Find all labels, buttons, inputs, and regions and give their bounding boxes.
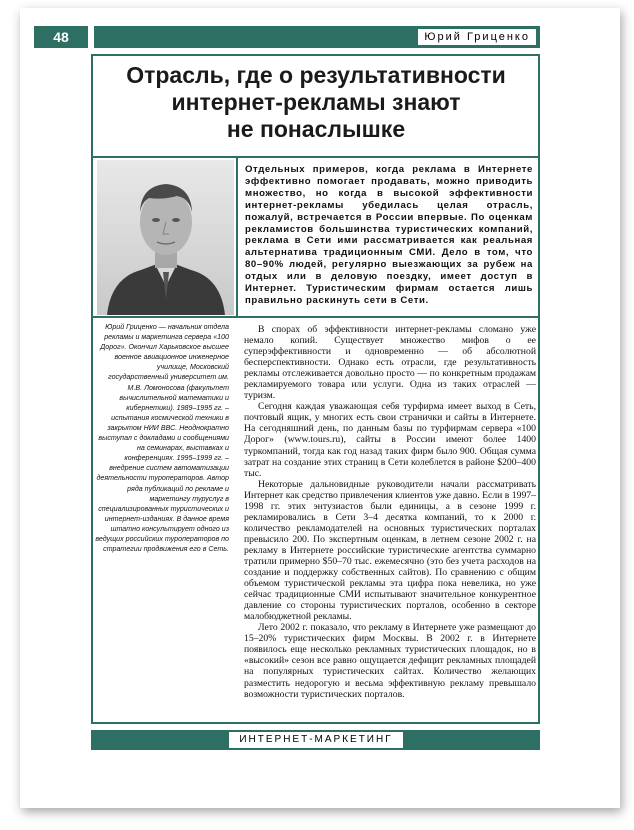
author-portrait-image: [97, 160, 234, 315]
divider: [91, 316, 540, 318]
article-body: [244, 324, 536, 700]
title-line: не понаслышке: [226, 116, 406, 142]
caption-text: Юрий Гриценко — начальник отдела рекламы и маркетинга сервера «100 Дорог». Окончил Харьковское высшее военное авиационное инженерное училище, Московский государственный университет им. М.В. Ломоносова (факультет вычислительной математики и кибернетики). 1989–1995 гг. – испытания космической техники в закрытом НИИ ВВС. Неоднократно выступал с докладами и сообщениями на семинарах, выставках и конференциях. 1995–1999 гг. – внедрение систем автоматизации деятельности туроператоров. Автор ряда публикаций по рекламе и маркетингу туруслуг в специализированных туристических и интернет-изданиях. В данное время штатно консультирует одного из ведущих российских туроператоров по стратегии продвижения его в Сеть.: [95, 323, 229, 554]
title-line: Отрасль, где о результативности: [126, 62, 506, 88]
divider: [91, 156, 540, 158]
author-photo: [97, 160, 234, 315]
header-bar: [94, 26, 540, 48]
author-name: Юрий Гриценко: [418, 29, 536, 45]
body-paragraph: Сегодня каждая уважающая себя турфирма имеет выход в Сеть, почтовый ящик, у многих есть свои странички и сайты в Интернете. На сегодняшний день, по данным базы по турфирмам сервера «100 Дорог» (www.tours.ru), сайты в России имеют более 1400 туркомпаний, тогда как год назад таких фирм было 900. Общая сумма затрат на создание этих страниц в Сети колеблется в районе $200–400 тыс.: [244, 401, 536, 479]
divider: [236, 158, 238, 318]
page-number: 48: [34, 26, 88, 48]
section-label: ИНТЕРНЕТ-МАРКЕТИНГ: [229, 732, 403, 748]
lead-paragraph: Отдельных примеров, когда реклама в Интернете эффективно помогает продавать, можно приводить множество, но когда в высокой эффективности интернет-рекламы убедилась целая отрасль, пожалуй, встречается в России впервые. По оценкам рекламистов большинства туристических компаний, реклама в Сети ими рассматривается как реальная альтернатива традиционным СМИ. Дело в том, что 80–90% людей, регулярно выезжающих за рубеж на отдых или в деловую поездку, имеет доступ в Интернет. Туристическим фирмам остается лишь правильно раскинуть сети в Сети.: [245, 164, 533, 306]
body-paragraph: Лето 2002 г. показало, что рекламу в Интернете уже размещают до 15–20% туристических фирм Москвы. В 2002 г. в Интернете появилось еще несколько рекламных туристических площадок, но в «высокий» сезон все равно ощущается дефицит рекламных площадей на популярных туристических сайтах. Количество желающих разместить недорогую и весьма эффективную рекламу превышало возможности туристических порталов.: [244, 622, 536, 700]
title-line: интернет-рекламы знают: [171, 89, 461, 115]
body-paragraph: Некоторые дальновидные руководители начали рассматривать Интернет как средство привлечения клиентов уже давно. Если в 1997–1998 гг. этих энтузиастов были единицы, а в сезоне 1999 г. рекламировались в Сети 3–4 десятка компаний, то к 2000 г. количество рекламодателей на основных туристических порталах превысило 200. По экспертным оценкам, в летнем сезоне 2002 г. на рекламу в Интернете российские туристические агентства суммарно тратили примерно $50–70 тыс. ежемесячно (это без учета расходов на создание и поддержку собственных сайтов). По сравнению с общим объемом туристической рекламы эта цифра пока невелика, но уже сейчас традиционные СМИ испытывают значительное конкурентное давление со стороны туристических порталов, особенно в секторе малобюджетной рекламы.: [244, 478, 536, 623]
page-footer: [91, 730, 540, 750]
article-lead: [245, 164, 533, 307]
article-title: [96, 62, 536, 143]
body-paragraph: В спорах об эффективности интернет-рекламы сломано уже немало копий. Существует множество мифов о ее суперэффективности и одновременно — об абсолютной бесперспективности. Однако есть отрасли, где результативность рекламы отслеживается довольно просто — по конкретным продажам рекламируемого товара или услуги. Одна из таких отраслей — туризм.: [244, 324, 536, 402]
page-header: [34, 26, 540, 48]
author-caption: [95, 322, 229, 554]
